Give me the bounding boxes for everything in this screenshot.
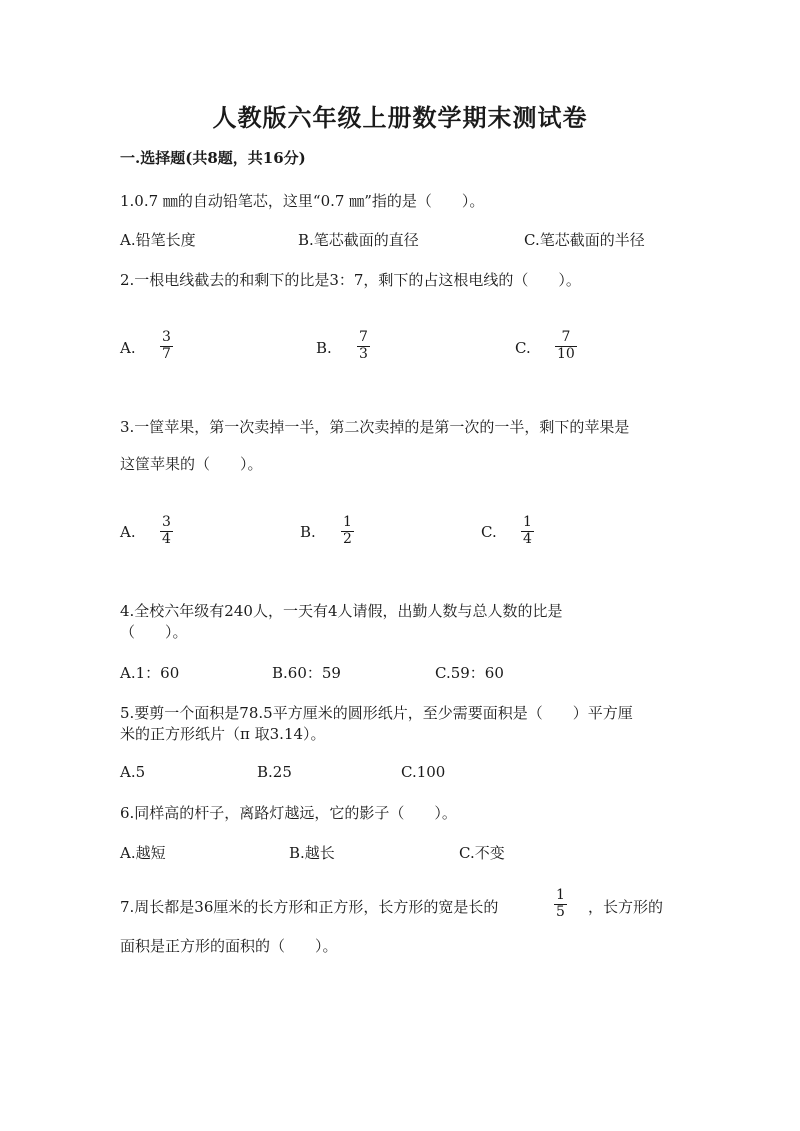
question-7-text-line-1-end: ，长方形的: [588, 898, 664, 916]
section-heading: 一.选择题(共8题，共16分): [120, 149, 306, 167]
question-3-option-a-fraction: [160, 515, 173, 547]
question-6-option-b: B.越长: [289, 844, 335, 862]
fraction-numerator: 1: [343, 514, 352, 530]
question-5-option-b: B.25: [257, 763, 292, 781]
question-3-option-c-fraction: [521, 515, 534, 547]
question-4-option-a: A.1：60: [120, 664, 180, 682]
question-1-option-c: C.笔芯截面的半径: [524, 231, 645, 249]
question-3-text-line-1: 3.一筐苹果，第一次卖掉一半，第二次卖掉的是第一次的一半，剩下的苹果是: [120, 418, 630, 436]
fraction-denominator: 2: [343, 531, 352, 547]
question-7-text-line-1-start: 7.周长都是36厘米的长方形和正方形，长方形的宽是长的: [120, 898, 499, 916]
question-2-option-c: C.: [515, 339, 531, 357]
question-5-option-c: C.100: [401, 763, 446, 781]
fraction-denominator: 3: [359, 346, 368, 362]
question-5-text-line-1: 5.要剪一个面积是78.5平方厘米的圆形纸片，至少需要面积是（ ）平方厘: [120, 704, 633, 722]
question-1-option-b: B.笔芯截面的直径: [298, 231, 419, 249]
question-6-option-a: A.越短: [120, 844, 166, 862]
fraction-denominator: 4: [162, 531, 171, 547]
question-2-text: 2.一根电线截去的和剩下的比是3：7，剩下的占这根电线的（ ）。: [120, 271, 581, 289]
question-7-inline-fraction: [554, 888, 567, 920]
question-4-text-line-1: 4.全校六年级有240人，一天有4人请假，出勤人数与总人数的比是: [120, 602, 563, 620]
question-4-option-c: C.59：60: [435, 664, 504, 682]
question-7-text-line-2: 面积是正方形的面积的（ ）。: [120, 937, 338, 955]
fraction-numerator: 3: [162, 514, 171, 530]
question-3-text-line-2: 这筐苹果的（ ）。: [120, 455, 263, 473]
fraction-numerator: 1: [523, 514, 532, 530]
fraction-denominator: 4: [523, 531, 532, 547]
question-2-option-b-fraction: [357, 330, 370, 362]
question-2-option-a-fraction: [160, 330, 173, 362]
fraction-numerator: 3: [162, 329, 171, 345]
question-6-option-c: C.不变: [459, 844, 505, 862]
fraction-denominator: 7: [162, 346, 171, 362]
question-3-option-c: C.: [481, 523, 497, 541]
page-title: 人教版六年级上册数学期末测试卷: [212, 103, 588, 132]
question-6-text: 6.同样高的杆子，离路灯越远，它的影子（ ）。: [120, 804, 457, 822]
question-4-text-line-2: （ ）。: [120, 623, 188, 641]
question-3-option-b: B.: [300, 523, 316, 541]
question-5-option-a: A.5: [120, 763, 146, 781]
question-2-option-c-fraction: [555, 330, 577, 362]
question-5-text-line-2: 米的正方形纸片（π 取3.14）。: [120, 725, 326, 743]
fraction-numerator: 7: [561, 329, 571, 345]
fraction-denominator: 5: [556, 904, 565, 920]
question-3-option-b-fraction: [341, 515, 354, 547]
fraction-numerator: 7: [359, 329, 368, 345]
question-2-option-a: A.: [120, 339, 136, 357]
question-1-option-a: A.铅笔长度: [120, 231, 196, 249]
fraction-numerator: 1: [556, 887, 565, 903]
question-4-option-b: B.60：59: [272, 664, 341, 682]
fraction-denominator: 10: [557, 346, 575, 362]
question-3-option-a: A.: [120, 523, 136, 541]
question-1-text: 1.0.7 ㎜的自动铅笔芯，这里“0.7 ㎜”指的是（ ）。: [120, 192, 485, 210]
question-2-option-b: B.: [316, 339, 332, 357]
